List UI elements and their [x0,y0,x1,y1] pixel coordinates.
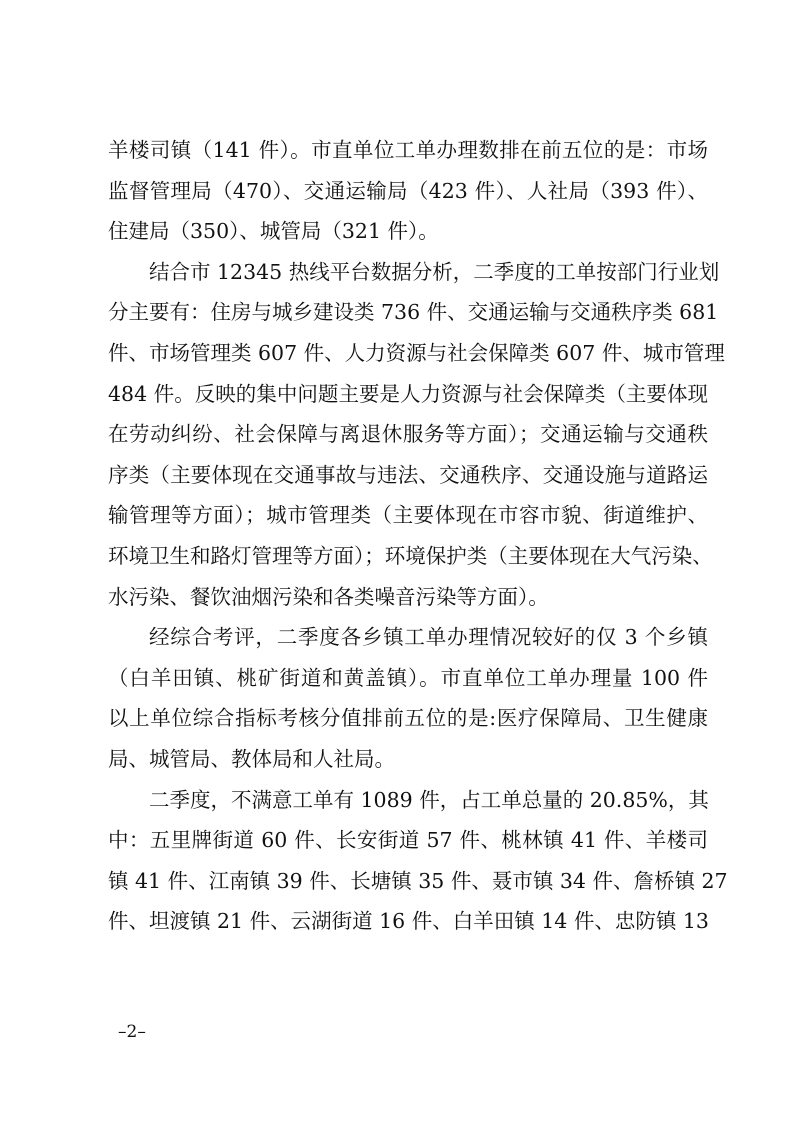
text-line-13: 经综合考评，二季度各乡镇工单办理情况较好的仅 3 个乡镇 [149,625,708,650]
text-line-06: 件、市场管理类 607 件、人力资源与社会保障类 607 件、城市管理 [108,340,725,365]
text-line-14: （白羊田镇、桃矿街道和黄盖镇）。市直单位工单办理量 100 件 [108,665,708,690]
text-line-03: 住建局（350）、城管局（321 件）。 [108,219,439,244]
text-line-19: 镇 41 件、江南镇 39 件、长塘镇 35 件、聂市镇 34 件、詹桥镇 27 [108,868,728,893]
text-line-12: 水污染、餐饮油烟污染和各类噪音污染等方面）。 [108,584,549,609]
text-line-02: 监督管理局（470）、交通运输局（423 件）、人社局（393 件）、 [108,178,708,203]
text-line-07: 484 件。反映的集中问题主要是人力资源与社会保障类（主要体现 [108,381,708,406]
text-line-05: 分主要有：住房与城乡建设类 736 件、交通运输与交通秩序类 681 [108,300,719,325]
text-line-10: 输管理等方面）；城市管理类（主要体现在市容市貌、街道维护、 [108,503,708,528]
text-line-01: 羊楼司镇（141 件）。市直单位工单办理数排在前五位的是：市场 [108,138,708,162]
page-number: –2– [118,1022,146,1042]
text-line-09: 序类（主要体现在交通事故与违法、交通秩序、交通设施与道路运 [108,462,708,487]
text-line-08: 在劳动纠纷、社会保障与离退休服务等方面）；交通运输与交通秩 [108,422,708,447]
text-line-15: 以上单位综合指标考核分值排前五位的是:医疗保障局、卫生健康 [108,706,708,731]
document-body [108,130,728,942]
text-line-11: 环境卫生和路灯管理等方面）；环境保护类（主要体现在大气污染、 [108,543,713,568]
text-line-18: 中：五里牌街道 60 件、长安街道 57 件、桃林镇 41 件、羊楼司 [108,828,708,853]
text-line-20: 件、坦渡镇 21 件、云湖街道 16 件、白羊田镇 14 件、忠防镇 13 [108,909,709,934]
text-line-04: 结合市 12345 热线平台数据分析，二季度的工单按部门行业划 [149,259,720,284]
text-line-16: 局、城管局、教体局和人社局。 [108,746,395,771]
text-line-17: 二季度，不满意工单有 1089 件，占工单总量的 20.85%，其 [149,787,709,812]
